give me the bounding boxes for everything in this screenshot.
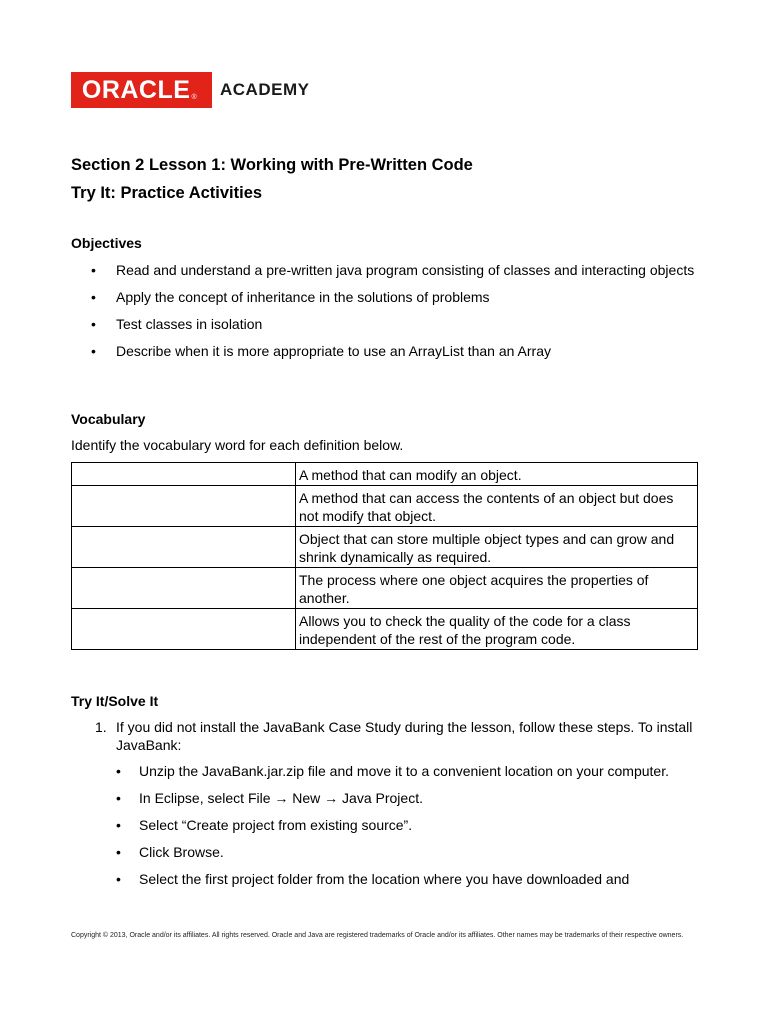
substep-text: Unzip the JavaBank.jar.zip file and move it to a convenient location on your computer.	[139, 763, 669, 779]
vocabulary-heading: Vocabulary	[71, 411, 146, 427]
bullet-icon: •	[91, 316, 96, 332]
list-item	[116, 843, 701, 861]
bullet-icon: •	[116, 790, 121, 806]
activity-title: Try It: Practice Activities	[71, 184, 263, 202]
bullet-icon: •	[91, 262, 96, 278]
substep-text: Click Browse.	[139, 844, 224, 860]
objectives-list	[71, 262, 701, 370]
bullet-icon: •	[91, 289, 96, 305]
list-item	[71, 316, 701, 333]
list-item	[116, 789, 701, 807]
bullet-icon: •	[116, 871, 121, 887]
bullet-icon: •	[91, 343, 96, 359]
registered-mark: ®	[191, 94, 198, 101]
definition-cell: The process where one object acquires the properties of another.	[296, 568, 698, 609]
term-cell[interactable]	[72, 527, 296, 568]
copyright-footer: Copyright © 2013, Oracle and/or its affiliates. All rights reserved. Oracle and Java are registered trademarks of Oracle and/or its affiliates. Other names may be trademarks of their respective owners.	[71, 932, 684, 939]
list-item	[116, 816, 701, 834]
table-row	[72, 527, 698, 568]
academy-logo-text: ACADEMY	[220, 80, 310, 99]
page-title	[71, 151, 473, 207]
step-item	[71, 718, 701, 888]
objective-text: Test classes in isolation	[116, 316, 263, 332]
objective-text: Apply the concept of inheritance in the solutions of problems	[116, 289, 490, 305]
term-cell[interactable]	[72, 463, 296, 486]
vocabulary-intro: Identify the vocabulary word for each definition below.	[71, 437, 404, 453]
objective-text: Read and understand a pre-written java program consisting of classes and interacting objects	[116, 262, 695, 278]
definition-cell: Allows you to check the quality of the code for a class independent of the rest of the program code.	[296, 609, 698, 650]
term-cell[interactable]	[72, 568, 296, 609]
oracle-logo-text: ORACLE	[81, 75, 191, 104]
list-item	[71, 262, 701, 279]
bullet-icon: •	[116, 844, 121, 860]
term-cell[interactable]	[72, 609, 296, 650]
substep-text: In Eclipse, select File → New → Java Project.	[139, 790, 423, 806]
list-item	[116, 870, 701, 888]
steps-list	[71, 718, 701, 897]
oracle-logo-box	[71, 72, 212, 108]
list-item	[116, 762, 701, 780]
lesson-title: Section 2 Lesson 1: Working with Pre-Written Code	[71, 156, 473, 174]
try-it-heading: Try It/Solve It	[71, 693, 159, 709]
vocabulary-table	[71, 462, 698, 650]
term-cell[interactable]	[72, 486, 296, 527]
step-number: 1.	[95, 719, 107, 735]
table-row	[72, 486, 698, 527]
definition-cell: A method that can access the contents of an object but does not modify that object.	[296, 486, 698, 527]
table-row	[72, 463, 698, 486]
objective-text: Describe when it is more appropriate to use an ArrayList than an Array	[116, 343, 551, 359]
list-item	[71, 343, 701, 360]
table-row	[72, 609, 698, 650]
definition-cell: A method that can modify an object.	[296, 463, 698, 486]
substep-text: Select the first project folder from the location where you have downloaded and	[139, 871, 630, 887]
definition-cell: Object that can store multiple object types and can grow and shrink dynamically as required.	[296, 527, 698, 568]
bullet-icon: •	[116, 763, 121, 779]
list-item	[71, 289, 701, 306]
objectives-heading: Objectives	[71, 235, 142, 251]
bullet-icon: •	[116, 817, 121, 833]
table-row	[72, 568, 698, 609]
step-text: If you did not install the JavaBank Case Study during the lesson, follow these steps. To install JavaBank:	[116, 719, 693, 753]
substeps-list	[116, 762, 701, 888]
substep-text: Select “Create project from existing source”.	[139, 817, 413, 833]
oracle-academy-logo	[71, 72, 309, 108]
